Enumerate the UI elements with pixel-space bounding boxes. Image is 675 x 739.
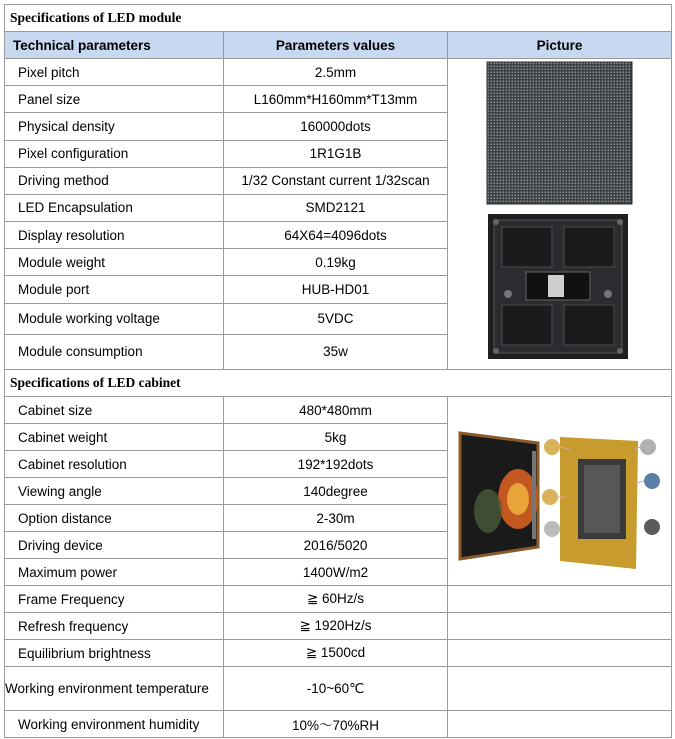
table-row	[5, 586, 672, 613]
param-value: ≧ 1920Hz/s	[224, 613, 448, 640]
param-value: 1R1G1B	[224, 140, 448, 167]
cabinet-pictures	[448, 399, 670, 584]
param-name: Module weight	[5, 249, 224, 276]
param-value: L160mm*H160mm*T13mm	[224, 86, 448, 113]
table-row	[5, 397, 672, 424]
param-name: Driving device	[5, 532, 224, 559]
param-value: 480*480mm	[224, 397, 448, 424]
table-row	[5, 711, 672, 738]
led-cabinet-front-image	[460, 433, 538, 559]
param-name: Module port	[5, 276, 224, 303]
param-name: Module consumption	[5, 334, 224, 369]
cabinet-picture-cell	[448, 397, 672, 586]
header-technical-parameters: Technical parameters	[5, 32, 224, 59]
spec-table	[4, 4, 672, 738]
module-title-row	[5, 5, 672, 32]
param-value: ≧ 1500cd	[224, 640, 448, 667]
param-value: -10~60℃	[224, 667, 448, 711]
table-row	[5, 59, 672, 86]
param-name: Panel size	[5, 86, 224, 113]
led-module-back-image	[488, 214, 628, 359]
param-value: 5VDC	[224, 303, 448, 334]
param-value: SMD2121	[224, 194, 448, 221]
empty-picture-cell	[448, 613, 672, 640]
param-value: 2.5mm	[224, 59, 448, 86]
param-value: 192*192dots	[224, 451, 448, 478]
cabinet-title-row	[5, 370, 672, 397]
module-pictures	[448, 59, 670, 369]
table-row	[5, 613, 672, 640]
header-picture: Picture	[448, 32, 672, 59]
led-module-front-image	[487, 62, 632, 204]
param-value: 1400W/m2	[224, 559, 448, 586]
param-name: Equilibrium brightness	[5, 640, 224, 667]
param-name: Viewing angle	[5, 478, 224, 505]
param-value: 160000dots	[224, 113, 448, 140]
table-row	[5, 640, 672, 667]
empty-picture-cell	[448, 640, 672, 667]
empty-picture-cell	[448, 586, 672, 613]
param-value: HUB-HD01	[224, 276, 448, 303]
param-name: Maximum power	[5, 559, 224, 586]
param-name: Refresh frequency	[5, 613, 224, 640]
param-name: Working environment humidity	[5, 711, 224, 738]
header-row	[5, 32, 672, 59]
param-name: Option distance	[5, 505, 224, 532]
empty-picture-cell	[448, 711, 672, 738]
cabinet-section-title: Specifications of LED cabinet	[5, 370, 672, 397]
led-cabinet-back-image	[542, 437, 660, 569]
param-value: 0.19kg	[224, 249, 448, 276]
param-name: Driving method	[5, 167, 224, 194]
param-name: Pixel pitch	[5, 59, 224, 86]
module-section-title: Specifications of LED module	[5, 5, 672, 32]
param-value: 64X64=4096dots	[224, 222, 448, 249]
param-value: 10%～70%RH	[224, 711, 448, 738]
param-value: 2-30m	[224, 505, 448, 532]
param-name: Display resolution	[5, 222, 224, 249]
param-name: Cabinet resolution	[5, 451, 224, 478]
module-picture-cell	[448, 59, 672, 370]
param-name: Frame Frequency	[5, 586, 224, 613]
param-value: 140degree	[224, 478, 448, 505]
param-value: ≧ 60Hz/s	[224, 586, 448, 613]
param-value: 1/32 Constant current 1/32scan	[224, 167, 448, 194]
param-name: Working environment temperature	[5, 667, 224, 711]
param-value: 35w	[224, 334, 448, 369]
param-value: 5kg	[224, 424, 448, 451]
param-name: Cabinet weight	[5, 424, 224, 451]
header-parameters-values: Parameters values	[224, 32, 448, 59]
param-name: Cabinet size	[5, 397, 224, 424]
param-name: Module working voltage	[5, 303, 224, 334]
param-name: LED Encapsulation	[5, 194, 224, 221]
param-name: Physical density	[5, 113, 224, 140]
param-name: Pixel configuration	[5, 140, 224, 167]
table-row	[5, 667, 672, 711]
empty-picture-cell	[448, 667, 672, 711]
param-value: 2016/5020	[224, 532, 448, 559]
